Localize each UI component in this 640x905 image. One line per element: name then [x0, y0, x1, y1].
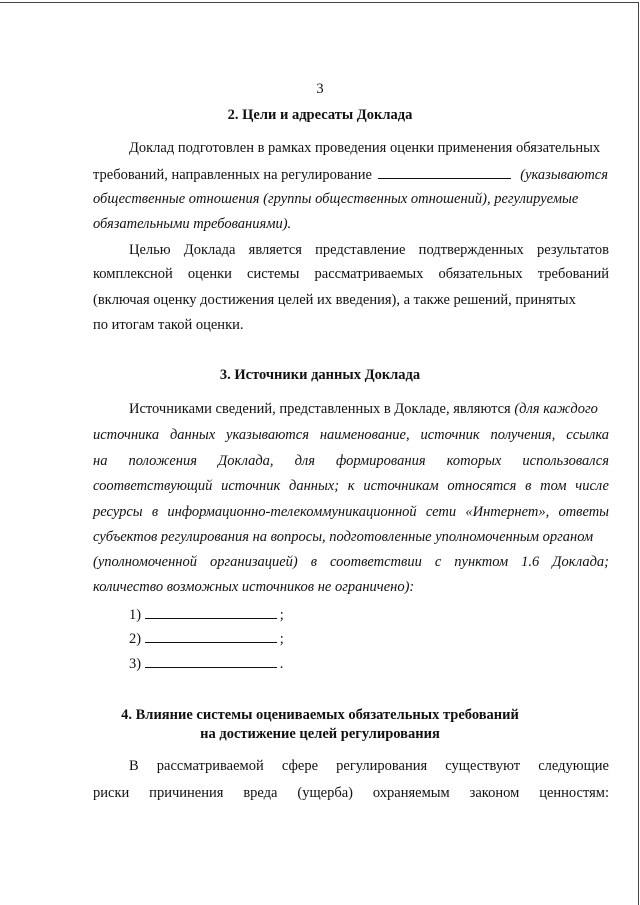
- section-3-heading: 3. Источники данных Доклада: [219, 367, 421, 383]
- source-list-item-1-end: ;: [279, 607, 284, 623]
- page-right-border: [638, 2, 639, 905]
- section-2-paragraph-1-line-2-note: (указываются: [520, 167, 608, 183]
- source-list-item-2-number: 2): [129, 631, 142, 647]
- section-4-heading-line-2: на достижение целей регулирования: [200, 726, 440, 742]
- section-2-paragraph-2-line-4: по итогам такой оценки.: [93, 317, 244, 333]
- section-4-paragraph-1-line-2: риски причинения вреда (ущерба) охраняемым законом ценностям:: [93, 785, 609, 801]
- page-top-border: [0, 2, 638, 3]
- section-3-paragraph-1-line-4: соответствующий источник данных; к источникам относятся в том числе: [93, 478, 609, 494]
- source-list-item-2-end: ;: [279, 631, 284, 647]
- section-2-paragraph-2-line-3: (включая оценку достижения целей их введения), а также решений, принятых: [93, 292, 576, 308]
- section-3-paragraph-1-line-2: источника данных указываются наименование, источник получения, ссылка: [93, 427, 609, 443]
- source-list-item-3-end: .: [279, 656, 284, 672]
- section-4-heading-line-1: 4. Влияние системы оцениваемых обязательных требований: [121, 707, 519, 723]
- section-3-paragraph-1-line-8: количество возможных источников не ограничено):: [93, 579, 415, 595]
- section-2-paragraph-1-line-4: обязательными требованиями).: [93, 216, 292, 232]
- source-list-item-1-number: 1): [129, 607, 142, 623]
- section-3-paragraph-1-line-7: (уполномоченной организацией) в соответствии с пунктом 1.6 Доклада;: [93, 554, 609, 570]
- section-3-paragraph-1-line-1: [129, 399, 598, 419]
- section-3-paragraph-1-line-6: субъектов регулирования на вопросы, подготовленные уполномоченным органом: [93, 529, 594, 545]
- section-2-paragraph-1-line-2: [93, 164, 608, 185]
- page-number: 3: [316, 81, 324, 97]
- source-list-item-3-number: 3): [129, 656, 142, 672]
- source-list-item-2: [129, 628, 284, 649]
- section-3-paragraph-1-line-5: ресурсы в информационно-телекоммуникационной сети «Интернет», ответы: [93, 504, 609, 520]
- section-3-paragraph-1-line-3: на положения Доклада, для формирования которых использовался: [93, 453, 609, 469]
- source-list-item-2-blank: [145, 628, 277, 643]
- source-list-item-3-blank: [145, 653, 277, 668]
- source-list-item-1: [129, 604, 284, 625]
- source-list-item-3: [129, 653, 283, 674]
- section-2-paragraph-2-line-1: Целью Доклада является представление подтвержденных результатов: [129, 242, 609, 258]
- section-2-paragraph-2-line-2: комплексной оценки системы рассматриваемых обязательных требований: [93, 266, 609, 282]
- section-2-heading: 2. Цели и адресаты Доклада: [227, 107, 413, 123]
- section-3-paragraph-1-line-1-text: Источниками сведений, представленных в Докладе, являются: [129, 401, 511, 417]
- section-3-paragraph-1-line-1-note: (для каждого: [514, 401, 598, 417]
- section-2-paragraph-1-line-2-text: требований, направленных на регулирование: [93, 167, 372, 183]
- section-2-paragraph-1-line-1: Доклад подготовлен в рамках проведения оценки применения обязательных: [129, 140, 601, 156]
- section-2-paragraph-1-line-3: общественные отношения (группы общественных отношений), регулируемые: [93, 191, 579, 207]
- section-4-paragraph-1-line-1: В рассматриваемой сфере регулирования существуют следующие: [129, 758, 609, 774]
- regulation-blank-field: [378, 164, 511, 179]
- source-list-item-1-blank: [145, 604, 277, 619]
